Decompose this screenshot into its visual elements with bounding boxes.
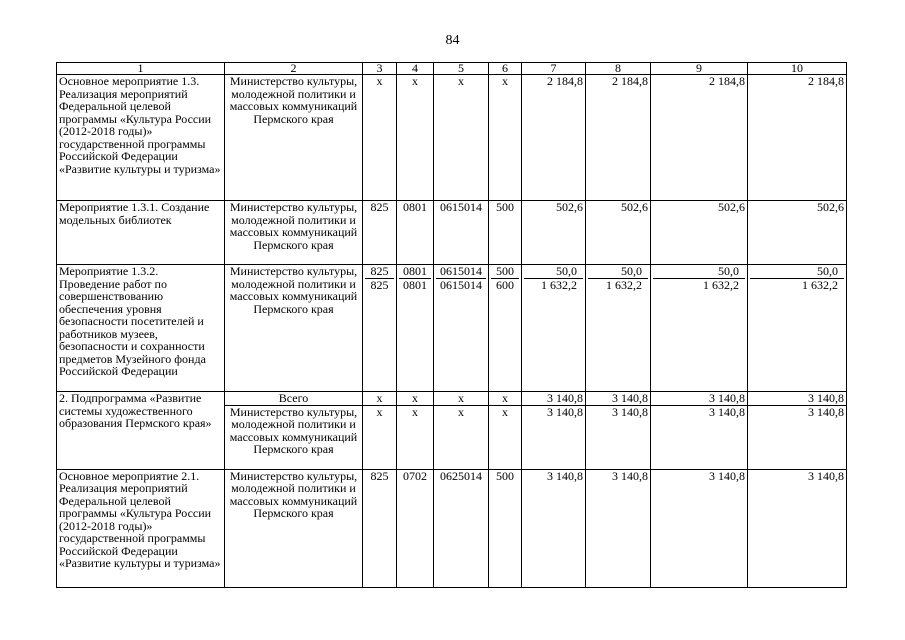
executor-name: Министерство культуры, молодежной политики и массовых коммуникаций Пермского края xyxy=(225,265,363,392)
grbs-code: х xyxy=(363,392,397,406)
expense-type-code: х xyxy=(489,392,522,406)
grbs-code-cell xyxy=(363,265,397,392)
executor-name: Министерство культуры, молодежной политики и массовых коммуникаций Пермского края xyxy=(225,405,363,469)
grbs-code: х xyxy=(363,75,397,201)
section-code: х xyxy=(397,75,434,201)
amount-value: 2 184,8 xyxy=(651,75,748,201)
column-number: 10 xyxy=(748,63,847,75)
section-code: 0702 xyxy=(397,469,434,587)
section-code: 0801 xyxy=(399,265,431,279)
target-article-code: 0615014 xyxy=(440,277,482,292)
expense-type-code: 500 xyxy=(491,265,519,279)
amount-value: 1 632,2 xyxy=(703,277,739,292)
amount-value: 3 140,8 xyxy=(651,469,748,587)
grbs-code: х xyxy=(363,405,397,469)
amount-value: 3 140,8 xyxy=(586,469,651,587)
target-article-code-cell xyxy=(434,265,489,392)
amount-value: 3 140,8 xyxy=(651,392,748,406)
executor-name: Министерство культуры, молодежной политики и массовых коммуникаций Пермского края xyxy=(225,469,363,587)
activity-name: Мероприятие 1.3.2. Проведение работ по совершенствованию обеспечения уровня безопасности посетителей и работников музеев, безопасности и сохранности предметов Музейного фонда Российской Федерации xyxy=(57,265,225,392)
amount-cell xyxy=(748,265,847,392)
column-number-row xyxy=(57,63,847,75)
amount-value: 3 140,8 xyxy=(586,405,651,469)
section-code: 0801 xyxy=(403,277,427,292)
column-number: 4 xyxy=(397,63,434,75)
amount-cell xyxy=(651,265,748,392)
amount-value: 3 140,8 xyxy=(522,469,586,587)
target-article-code: х xyxy=(434,392,489,406)
column-number: 3 xyxy=(363,63,397,75)
amount-value: 2 184,8 xyxy=(522,75,586,201)
amount-value: 3 140,8 xyxy=(651,405,748,469)
amount-value: 50,0 xyxy=(524,265,583,279)
expense-type-code: х xyxy=(489,405,522,469)
target-article-code: х xyxy=(434,405,489,469)
amount-value: 502,6 xyxy=(651,201,748,265)
amount-value: 3 140,8 xyxy=(748,405,847,469)
table-row xyxy=(57,392,847,406)
column-number: 6 xyxy=(489,63,522,75)
section-code-cell xyxy=(397,265,434,392)
column-number: 8 xyxy=(586,63,651,75)
total-label: Всего xyxy=(225,392,363,406)
amount-value: 2 184,8 xyxy=(748,75,847,201)
amount-value: 3 140,8 xyxy=(748,392,847,406)
amount-value: 2 184,8 xyxy=(586,75,651,201)
amount-value: 50,0 xyxy=(588,265,648,279)
budget-table xyxy=(56,62,847,588)
expense-type-code-cell xyxy=(489,265,522,392)
grbs-code: 825 xyxy=(363,469,397,587)
expense-type-code: 500 xyxy=(489,469,522,587)
amount-cell xyxy=(522,265,586,392)
target-article-code: х xyxy=(434,75,489,201)
amount-value: 3 140,8 xyxy=(522,405,586,469)
activity-name: Основное мероприятие 2.1. Реализация мероприятий Федеральной целевой программы «Культура России (2012-2018 годы)» государственной программы Российской Федерации «Развитие культуры и туризма» xyxy=(57,469,225,587)
column-number: 1 xyxy=(57,63,225,75)
grbs-code: 825 xyxy=(363,201,397,265)
amount-value: 3 140,8 xyxy=(522,392,586,406)
column-number: 7 xyxy=(522,63,586,75)
amount-value: 3 140,8 xyxy=(748,469,847,587)
amount-value: 1 632,2 xyxy=(606,277,642,292)
target-article-code: 0615014 xyxy=(436,265,486,279)
amount-value: 3 140,8 xyxy=(586,392,651,406)
amount-value: 502,6 xyxy=(586,201,651,265)
activity-name: Мероприятие 1.3.1. Создание модельных библиотек xyxy=(57,201,225,265)
table-row xyxy=(57,75,847,201)
amount-cell xyxy=(586,265,651,392)
section-code: х xyxy=(397,405,434,469)
column-number: 9 xyxy=(651,63,748,75)
executor-name: Министерство культуры, молодежной политики и массовых коммуникаций Пермского края xyxy=(225,75,363,201)
amount-value: 502,6 xyxy=(522,201,586,265)
target-article-code: 0615014 xyxy=(434,201,489,265)
table-row xyxy=(57,469,847,587)
subprogram-name: 2. Подпрограмма «Развитие системы художественного образования Пермского края» xyxy=(57,392,225,470)
executor-name: Министерство культуры, молодежной политики и массовых коммуникаций Пермского края xyxy=(225,201,363,265)
section-code: х xyxy=(397,392,434,406)
table-row xyxy=(57,201,847,265)
section-code: 0801 xyxy=(397,201,434,265)
grbs-code: 825 xyxy=(365,265,394,279)
target-article-code: 0625014 xyxy=(434,469,489,587)
page-number: 84 xyxy=(445,33,460,48)
amount-value: 1 632,2 xyxy=(541,277,577,292)
column-number: 5 xyxy=(434,63,489,75)
amount-value: 50,0 xyxy=(653,265,745,279)
amount-value: 1 632,2 xyxy=(802,277,838,292)
amount-value: 50,0 xyxy=(750,265,844,279)
activity-name: Основное мероприятие 1.3. Реализация мероприятий Федеральной целевой программы «Культура России (2012-2018 годы)» государственной программы Российской Федерации «Развитие культуры и туризма» xyxy=(57,75,225,201)
table-row xyxy=(57,265,847,392)
amount-value: 502,6 xyxy=(748,201,847,265)
expense-type-code: 600 xyxy=(496,277,514,292)
expense-type-code: х xyxy=(489,75,522,201)
grbs-code: 825 xyxy=(370,277,389,292)
column-number: 2 xyxy=(225,63,363,75)
expense-type-code: 500 xyxy=(489,201,522,265)
